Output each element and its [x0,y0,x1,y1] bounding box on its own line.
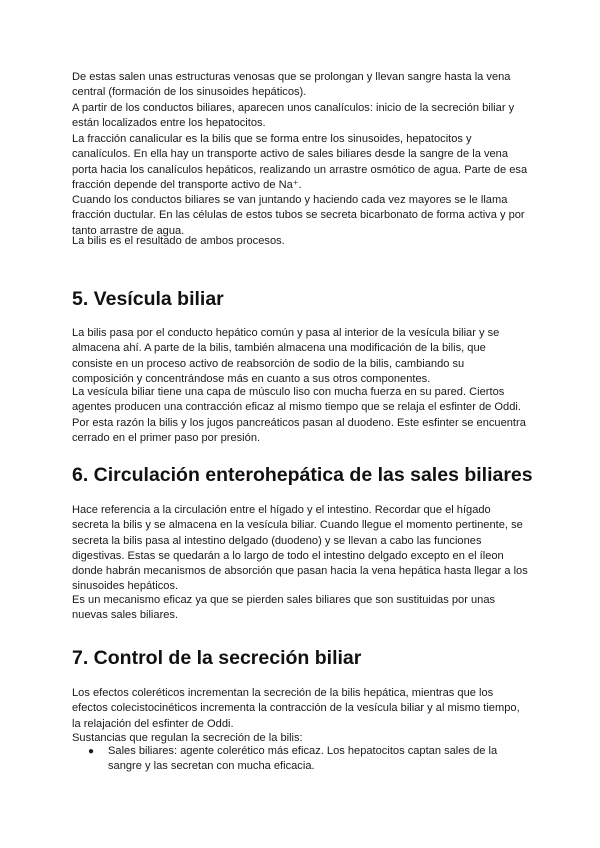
paragraph: De estas salen unas estructuras venosas que se prolongan y llevan sangre hasta la vena central (formación de los sinusoides hepáticos). [72,71,511,99]
bullet-icon: ● [88,746,95,757]
paragraph: La vesícula biliar tiene una capa de músculo liso con mucha fuerza en su pared. Ciertos agentes producen una contracción eficaz al mismo tiempo que se relaja el esfinter de Oddi. Por esta razón la bilis y los jugos pancreáticos pasan al duodeno. Este esfinter se encuentra cerrado en el primer paso por presión. [72,386,526,444]
list-item [88,744,528,775]
section-heading: 6. Circulación enterohepática de las sales biliares [72,464,533,486]
paragraph: Sustancias que regulan la secreción de la bilis: [72,732,303,744]
paragraph: Es un mecanismo eficaz ya que se pierden sales biliares que son sustituidas por unas nuevas sales biliares. [72,594,496,622]
paragraph: A partir de los conductos biliares, aparecen unos canalículos: inicio de la secreción biliar y están localizados entre los hepatocitos. [72,102,515,130]
paragraph: Hace referencia a la circulación entre el hígado y el intestino. Recordar que el hígado secreta la bilis y se almacena en la vesícula biliar. Cuando llegue el momento pertinente, se secreta la bilis pasa al intestino delgado (duodeno) y se llevan a cabo las funciones digestivas. Estas se quedarán a lo largo de todo el intestino delgado excepto en el íleon donde habrán mecanismos de absorción que pasan hacia la vena hepática hasta llegar a los sinusoides hepáticos. [72,504,528,593]
paragraph: Los efectos coleréticos incrementan la secreción de la bilis hepática, mientras que los efectos colecistocinéticos incrementa la contracción de la vesícula biliar y al mismo tiempo, la relajación del esfinter de Oddi. [72,687,520,730]
paragraph: La fracción canalicular es la bilis que se forma entre los sinusoides, hepatocitos y canalículos. En ella hay un transporte activo de sales biliares desde la sangre de la vena porta hacia los canalículos hepáticos, realizando un arrastre osmótico de agua. Parte de esa fracción depende del transporte activo de Na⁺. [72,133,528,191]
paragraph: Cuando los conductos biliares se van juntando y haciendo cada vez mayores se le llama fracción ductular. En las células de estos tubos se secreta bicarbonato de forma activa y por tanto arrastre de agua. [72,194,525,237]
paragraph: La bilis pasa por el conducto hepático común y pasa al interior de la vesícula biliar y se almacena ahí. A parte de la bilis, también almacena una modificación de la bilis, que consiste en un proceso activo de reabsorción de sodio de la bilis, cambiando su composición y concentrándose más en cuanto a sus otros componentes. [72,327,500,385]
paragraph: La bilis es el resultado de ambos procesos. [72,235,285,247]
section-heading: 7. Control de la secreción biliar [72,647,362,669]
list-item-text: Sales biliares: agente colerético más eficaz. Los hepatocitos captan sales de la sangre y las secretan con mucha eficacia. [108,745,498,773]
section-heading: 5. Vesícula biliar [72,288,224,310]
